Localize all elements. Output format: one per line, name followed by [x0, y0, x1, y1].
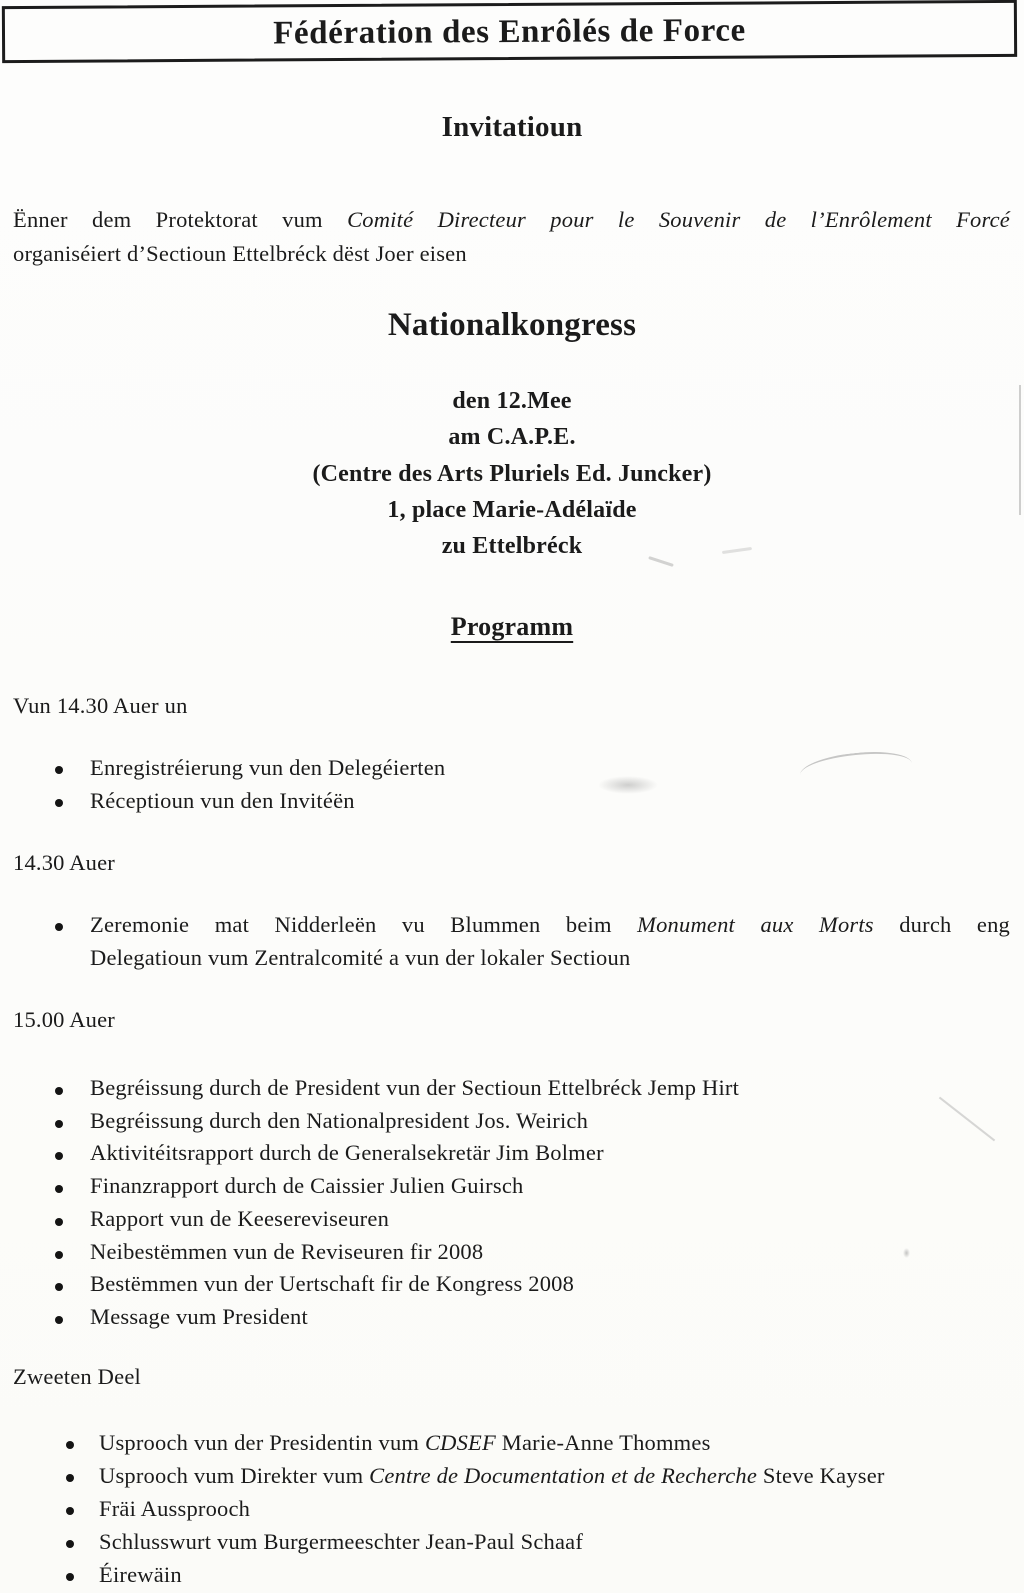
text-run: Begréissung durch den Nationalpresident Jos. Weirich — [90, 1107, 589, 1133]
text-run: Ënner dem Protektorat vum — [13, 207, 348, 232]
bullet-icon — [66, 1558, 99, 1581]
bullet-icon — [55, 908, 90, 931]
text-line — [99, 1426, 1010, 1459]
text-line — [99, 1492, 1010, 1525]
bullet-icon — [55, 784, 90, 807]
italic-run: Monument aux Morts — [637, 912, 874, 937]
bullet-list — [13, 908, 1010, 974]
list-item — [55, 1170, 1010, 1203]
bullet-icon — [66, 1492, 99, 1515]
bullet-dot — [66, 1441, 74, 1449]
list-item — [55, 1301, 1010, 1334]
bullet-dot — [55, 923, 63, 931]
bullet-icon — [55, 1105, 90, 1128]
list-item-text — [90, 1072, 1010, 1105]
text-line — [90, 1137, 1010, 1170]
list-item-text — [99, 1492, 1010, 1525]
bullet-icon — [66, 1459, 99, 1482]
bullet-icon — [55, 1137, 90, 1160]
bullet-list — [13, 751, 1010, 817]
bullet-dot — [66, 1540, 74, 1548]
text-run: Marie-Anne Thommes — [495, 1429, 711, 1455]
list-item — [55, 1203, 1010, 1236]
bullet-dot — [55, 1087, 63, 1095]
bullet-list — [13, 1072, 1010, 1334]
text-line — [90, 1072, 1010, 1105]
bullet-icon — [55, 1170, 90, 1193]
venue-line: den 12.Mee — [452, 388, 572, 414]
bullet-dot — [55, 1152, 63, 1160]
bullet-dot — [55, 1251, 63, 1259]
text-line — [90, 941, 1010, 974]
list-item-text — [90, 784, 1010, 817]
bullet-dot — [55, 766, 63, 774]
text-run: durch eng — [873, 912, 1010, 937]
list-item — [55, 1072, 1010, 1105]
text-run: Begréissung durch de President vun der Sectioun Ettelbréck Jemp Hirt — [90, 1075, 740, 1100]
intro-line-2: organiséiert d’Sectioun Ettelbréck dëst Joer eisen — [13, 240, 467, 266]
bullet-icon — [55, 1203, 90, 1226]
list-item-text — [99, 1525, 1010, 1558]
text-run: Schlusswurt vum Burgermeeschter Jean-Paul Schaaf — [99, 1528, 584, 1554]
bullet-icon — [55, 1236, 90, 1259]
list-item-text — [99, 1459, 1010, 1492]
bullet-icon — [66, 1525, 99, 1548]
italic-run: CDSEF — [424, 1429, 496, 1455]
list-item — [55, 1137, 1010, 1170]
list-item — [66, 1558, 1010, 1591]
list-item — [55, 908, 1010, 974]
organization-title: Fédération des Enrôlés de Force — [273, 12, 746, 51]
bullet-dot — [55, 1283, 63, 1291]
text-line — [90, 908, 1010, 941]
list-item — [66, 1426, 1010, 1459]
bullet-dot — [55, 799, 63, 807]
list-item — [55, 1268, 1010, 1301]
congress-heading: Nationalkongress — [387, 307, 637, 343]
venue-line: 1, place Marie-Adélaïde — [387, 496, 637, 523]
list-item — [55, 751, 1010, 784]
venue-line: am C.A.P.E. — [448, 424, 576, 451]
text-run: Usprooch vum Direkter vum — [99, 1462, 370, 1488]
list-item-text — [90, 1203, 1010, 1236]
list-item-text — [90, 1268, 1010, 1301]
bullet-icon — [55, 751, 90, 774]
list-item-text — [90, 1105, 1010, 1138]
italic-run: Comité Directeur pour le Souvenir de l’Enrôlement Forcé — [347, 207, 1010, 232]
venue-line: zu Ettelbréck — [441, 533, 583, 560]
venue-line: (Centre des Arts Pluriels Ed. Juncker) — [312, 460, 712, 487]
schedule-section-label: Zweeten Deel — [13, 1363, 141, 1389]
text-line — [99, 1558, 1010, 1591]
text-line — [90, 784, 1010, 817]
text-line — [90, 1105, 1010, 1138]
bullet-dot — [66, 1474, 74, 1482]
text-line — [90, 751, 1010, 784]
bullet-icon — [55, 1268, 90, 1291]
list-item-text — [90, 1236, 1010, 1269]
list-item-text — [90, 1137, 1010, 1170]
list-item — [66, 1459, 1010, 1492]
bullet-icon — [55, 1301, 90, 1324]
italic-run: Centre de Documentation et de Recherche — [369, 1462, 758, 1488]
list-item-text — [90, 1301, 1010, 1334]
program-schedule — [13, 0, 1010, 1593]
list-item-text — [90, 1170, 1010, 1203]
list-item-text — [90, 751, 1010, 784]
text-run: Neibestëmmen vun de Reviseuren fir 2008 — [90, 1238, 484, 1264]
list-item — [55, 784, 1010, 817]
list-item — [66, 1492, 1010, 1525]
text-run: Bestëmmen vun der Uertschaft fir de Kongress 2008 — [90, 1271, 575, 1297]
text-run: Enregistréierung vun den Delegéierten — [90, 755, 446, 780]
bullet-dot — [55, 1120, 63, 1128]
schedule-section-label: Vun 14.30 Auer un — [13, 693, 188, 718]
text-line — [90, 1170, 1010, 1203]
text-line — [99, 1525, 1010, 1558]
text-line — [90, 1236, 1010, 1269]
bullet-dot — [55, 1316, 63, 1324]
text-run: Delegatioun vum Zentralcomité a vun der lokaler Sectioun — [90, 945, 631, 970]
text-run: Rapport vun de Keesereviseuren — [90, 1205, 390, 1231]
list-item-text — [99, 1426, 1010, 1459]
list-item — [55, 1236, 1010, 1269]
text-line — [99, 1459, 1010, 1492]
text-run: Steve Kayser — [757, 1462, 885, 1488]
bullet-dot — [55, 1185, 63, 1193]
text-run: Éirewäin — [99, 1561, 182, 1587]
bullet-dot — [66, 1507, 74, 1515]
text-run: Aktivitéitsrapport durch de Generalsekretär Jim Bolmer — [90, 1140, 604, 1166]
bullet-list — [13, 1426, 1010, 1591]
text-run: Zeremonie mat Nidderleën vu Blummen beim — [90, 912, 638, 937]
invitation-heading: Invitatioun — [441, 111, 583, 143]
text-run: Message vum President — [90, 1303, 308, 1329]
text-run: Finanzrapport durch de Caissier Julien Guirsch — [90, 1173, 524, 1199]
text-line — [90, 1203, 1010, 1236]
text-line — [90, 1268, 1010, 1301]
schedule-section-label: 15.00 Auer — [13, 1007, 115, 1032]
text-run: Usprooch vun der Presidentin vum — [99, 1429, 425, 1455]
bullet-dot — [55, 1218, 63, 1226]
list-item — [66, 1525, 1010, 1558]
bullet-dot — [66, 1573, 74, 1581]
list-item-text — [99, 1558, 1010, 1591]
bullet-icon — [55, 1072, 90, 1095]
text-run: Fräi Aussprooch — [99, 1495, 251, 1521]
list-item-text — [90, 908, 1010, 974]
text-run: Réceptioun vun den Invitéën — [90, 788, 355, 813]
program-heading: Programm — [450, 612, 574, 641]
schedule-section-label: 14.30 Auer — [13, 850, 115, 875]
list-item — [55, 1105, 1010, 1138]
text-line — [90, 1301, 1010, 1334]
bullet-icon — [66, 1426, 99, 1449]
